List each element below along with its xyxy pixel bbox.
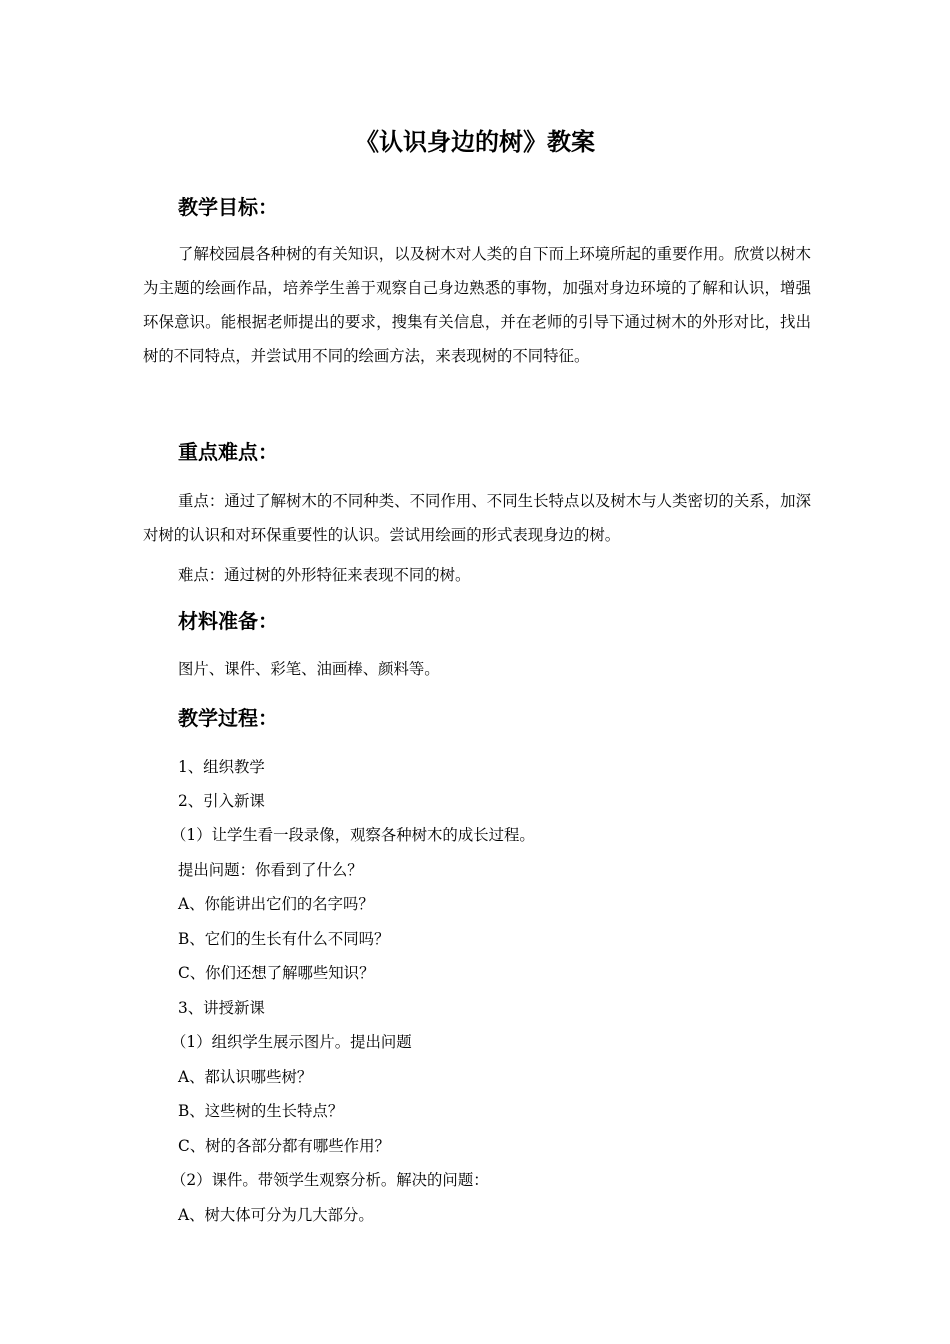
process-line: A、树大体可分为几大部分。 bbox=[178, 1206, 374, 1224]
document-title: 《认识身边的树》教案 bbox=[355, 128, 595, 156]
heading-materials: 材料准备： bbox=[178, 609, 278, 633]
paragraph-objectives: 了解校园晨各种树的有关知识，以及树木对人类的自下而上环境所起的重要作用。欣赏以树木为主题的绘画作品，培养学生善于观察自己身边熟悉的事物，加强对身边环境的了解和认识，增强环保意识。能根据老师提出的要求，搜集有关信息，并在老师的引导下通过树木的外形对比，找出树的不同特点，并尝试用不同的绘画方法，来表现树的不同特征。 bbox=[143, 245, 811, 365]
heading-objectives: 教学目标： bbox=[178, 195, 278, 219]
paragraph-materials: 图片、课件、彩笔、油画棒、颜料等。 bbox=[178, 660, 440, 678]
process-line: A、你能讲出它们的名字吗？ bbox=[178, 895, 374, 913]
process-line: C、你们还想了解哪些知识？ bbox=[178, 964, 375, 982]
process-line: C、树的各部分都有哪些作用？ bbox=[178, 1137, 390, 1155]
heading-key-points: 重点难点： bbox=[178, 440, 278, 464]
paragraph-difficult-points: 难点：通过树的外形特征来表现不同的树。 bbox=[178, 566, 471, 584]
process-line: 3、讲授新课 bbox=[178, 999, 265, 1017]
process-line: 2、引入新课 bbox=[178, 792, 265, 810]
process-line: B、这些树的生长特点？ bbox=[178, 1102, 344, 1120]
process-line: 提出问题：你看到了什么？ bbox=[178, 861, 363, 879]
process-line: 1、组织教学 bbox=[178, 758, 265, 776]
process-line: B、它们的生长有什么不同吗？ bbox=[178, 930, 390, 948]
paragraph-key-points: 重点：通过了解树木的不同种类、不同作用、不同生长特点以及树木与人类密切的关系，加深对树的认识和对环保重要性的认识。尝试用绘画的形式表现身边的树。 bbox=[143, 492, 811, 544]
process-line: （2）课件。带领学生观察分析。解决的问题： bbox=[171, 1171, 489, 1189]
process-line: A、都认识哪些树？ bbox=[178, 1068, 313, 1086]
heading-process: 教学过程： bbox=[178, 706, 278, 730]
process-line: （1）让学生看一段录像，观察各种树木的成长过程。 bbox=[171, 826, 535, 844]
process-line: （1）组织学生展示图片。提出问题 bbox=[171, 1033, 412, 1051]
